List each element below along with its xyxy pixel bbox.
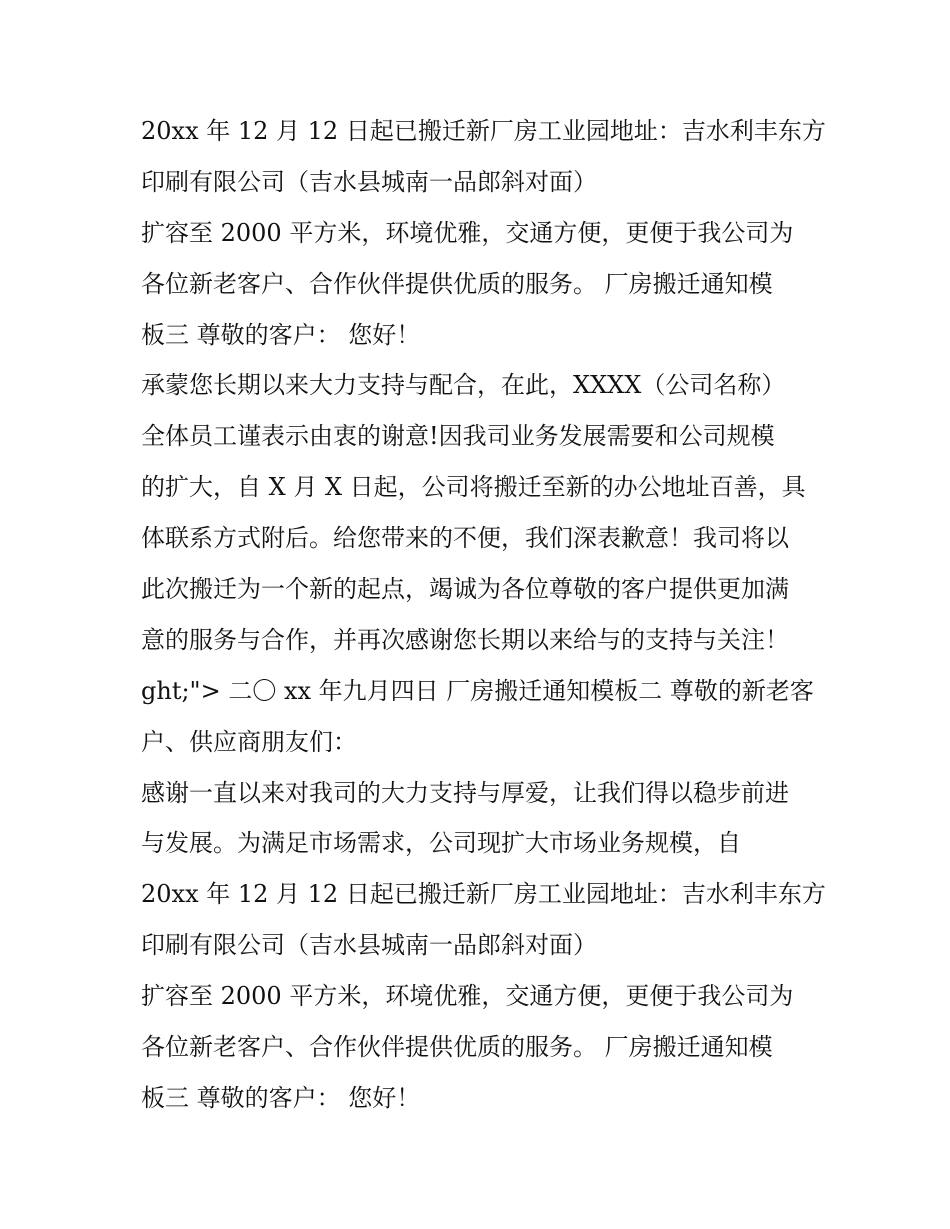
text-line: 与发展。为满足市场需求，公司现扩大市场业务规模，自	[141, 829, 741, 858]
text-line: 体联系方式附后。给您带来的不便，我们深表歉意！我司将以	[141, 524, 789, 553]
text-line: 的扩大，自 X 月 X 日起，公司将搬迁至新的办公地址百善，具	[141, 473, 806, 502]
text-line: 扩容至 2000 平方米，环境优雅，交通方便，更便于我公司为	[141, 982, 794, 1011]
text-line: 板三 尊敬的客户： 您好！	[141, 320, 421, 349]
text-line: 扩容至 2000 平方米，环境优雅，交通方便，更便于我公司为	[141, 218, 794, 247]
text-line: 20xx 年 12 月 12 日起已搬迁新厂房工业园地址：吉水利丰东方	[141, 880, 826, 909]
text-line: 全体员工谨表示由衷的谢意!因我司业务发展需要和公司规模	[141, 422, 775, 451]
text-line: 承蒙您长期以来大力支持与配合，在此，XXXX（公司名称）	[141, 371, 786, 400]
text-line: 户、供应商朋友们：	[141, 727, 357, 756]
text-line: 此次搬迁为一个新的起点，竭诚为各位尊敬的客户提供更加满	[141, 575, 789, 604]
text-line: 20xx 年 12 月 12 日起已搬迁新厂房工业园地址：吉水利丰东方	[141, 117, 826, 145]
text-line: 意的服务与合作，并再次感谢您长期以来给与的支持与关注！	[141, 625, 789, 654]
text-line: 感谢一直以来对我司的大力支持与厚爱，让我们得以稳步前进	[141, 778, 789, 807]
text-line: ght;"> 二〇 xx 年九月四日 厂房搬迁通知模板二 尊敬的新老客	[141, 676, 814, 705]
text-line: 板三 尊敬的客户： 您好！	[141, 1083, 421, 1112]
document-body	[141, 106, 831, 1124]
text-line: 印刷有限公司（吉水县城南一品郎斜对面）	[141, 167, 597, 196]
text-line: 各位新老客户、合作伙伴提供优质的服务。 厂房搬迁通知模	[141, 1033, 773, 1062]
text-line: 各位新老客户、合作伙伴提供优质的服务。 厂房搬迁通知模	[141, 269, 773, 298]
text-line: 印刷有限公司（吉水县城南一品郎斜对面）	[141, 931, 597, 960]
